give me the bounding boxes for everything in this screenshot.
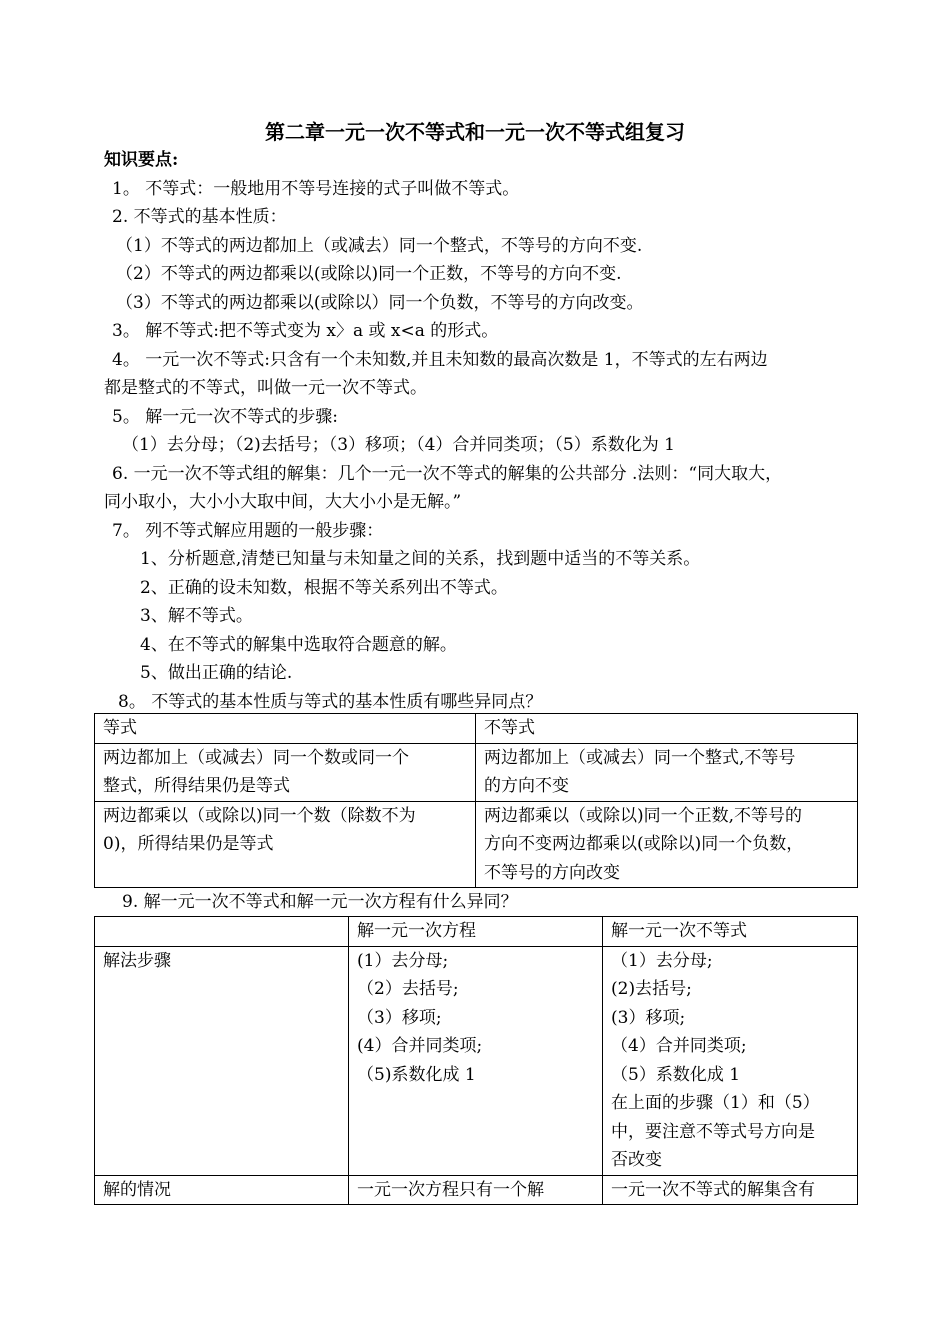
table-cell: 两边都加上（或减去）同一个数或同一个 整式，所得结果仍是等式 <box>95 743 476 801</box>
point-5: 5。 解一元一次不等式的步骤: <box>112 407 338 427</box>
table-header-cell: 等式 <box>95 714 476 744</box>
property-1: （1）不等式的两边都加上（或减去）同一个整式，不等号的方向不变. <box>116 236 643 256</box>
point-2: 2. 不等式的基本性质： <box>112 207 287 227</box>
table-cell: 解法步骤 <box>95 946 349 1175</box>
point-7-step-3: 3、解不等式。 <box>140 606 253 626</box>
comparison-table-1 <box>94 713 858 888</box>
point-7-step-2: 2、正确的设未知数，根据不等关系列出不等式。 <box>140 578 508 598</box>
table-cell: (1）去分母; （2）去括号; （3）移项; (4）合并同类项; （5)系数化成 1 <box>349 946 603 1175</box>
point-6-continued: 同小取小，大小小大取中间，大大小小是无解。” <box>104 492 462 512</box>
point-1: 1。 不等式：一般地用不等号连接的式子叫做不等式。 <box>112 179 520 199</box>
point-7-step-1: 1、分析题意,清楚已知量与未知量之间的关系，找到题中适当的不等关系。 <box>140 549 701 569</box>
knowledge-heading: 知识要点: <box>104 150 179 170</box>
table-cell: 一元一次方程只有一个解 <box>349 1175 603 1205</box>
property-2: （2）不等式的两边都乘以(或除以)同一个正数，不等号的方向不变. <box>116 264 622 284</box>
table-row <box>95 714 858 744</box>
point-8: 8。 不等式的基本性质与等式的基本性质有哪些异同点？ <box>118 692 543 712</box>
point-7: 7。 列不等式解应用题的一般步骤： <box>112 521 384 541</box>
point-4-continued: 都是整式的不等式，叫做一元一次不等式。 <box>104 378 427 398</box>
table-cell: （1）去分母; (2)去括号; (3）移项; （4）合并同类项; （5）系数化成 1 在上面的步骤（1）和（5） 中，要注意不等式号方向是 否改变 <box>603 946 858 1175</box>
table-cell: 一元一次不等式的解集含有 <box>603 1175 858 1205</box>
comparison-table-2 <box>94 916 858 1205</box>
table-cell: 两边都乘以（或除以)同一个数（除数不为 0)，所得结果仍是等式 <box>95 801 476 888</box>
page-title: 第二章一元一次不等式和一元一次不等式组复习 <box>265 120 685 144</box>
table-row <box>95 1175 858 1205</box>
table-header-cell <box>95 917 349 947</box>
point-9: 9. 解一元一次不等式和解一元一次方程有什么异同？ <box>122 892 518 912</box>
table-row <box>95 801 858 888</box>
table-header-cell: 解一元一次方程 <box>349 917 603 947</box>
point-3: 3。 解不等式:把不等式变为 x〉a 或 x<a 的形式。 <box>112 321 499 341</box>
table-cell: 两边都加上（或减去）同一个整式,不等号 的方向不变 <box>476 743 858 801</box>
point-4: 4。 一元一次不等式:只含有一个未知数,并且未知数的最高次数是 1，不等式的左右两边 <box>112 350 768 370</box>
property-3: （3）不等式的两边都乘以(或除以）同一个负数，不等号的方向改变。 <box>116 293 644 313</box>
table-row <box>95 743 858 801</box>
point-7-step-4: 4、在不等式的解集中选取符合题意的解。 <box>140 635 457 655</box>
point-6: 6. 一元一次不等式组的解集：几个一元一次不等式的解集的公共部分 .法则：“同大取大， <box>112 464 783 484</box>
point-7-step-5: 5、做出正确的结论. <box>140 663 293 683</box>
table-header-cell: 不等式 <box>476 714 858 744</box>
table-header-cell: 解一元一次不等式 <box>603 917 858 947</box>
table-row <box>95 917 858 947</box>
table-cell: 解的情况 <box>95 1175 349 1205</box>
table-cell: 两边都乘以（或除以)同一个正数,不等号的 方向不变两边都乘以(或除以)同一个负数， 不等号的方向改变 <box>476 801 858 888</box>
point-5-steps: （1）去分母；（2)去括号；（3）移项；（4）合并同类项；（5）系数化为 1 <box>122 435 675 455</box>
table-row <box>95 946 858 1175</box>
